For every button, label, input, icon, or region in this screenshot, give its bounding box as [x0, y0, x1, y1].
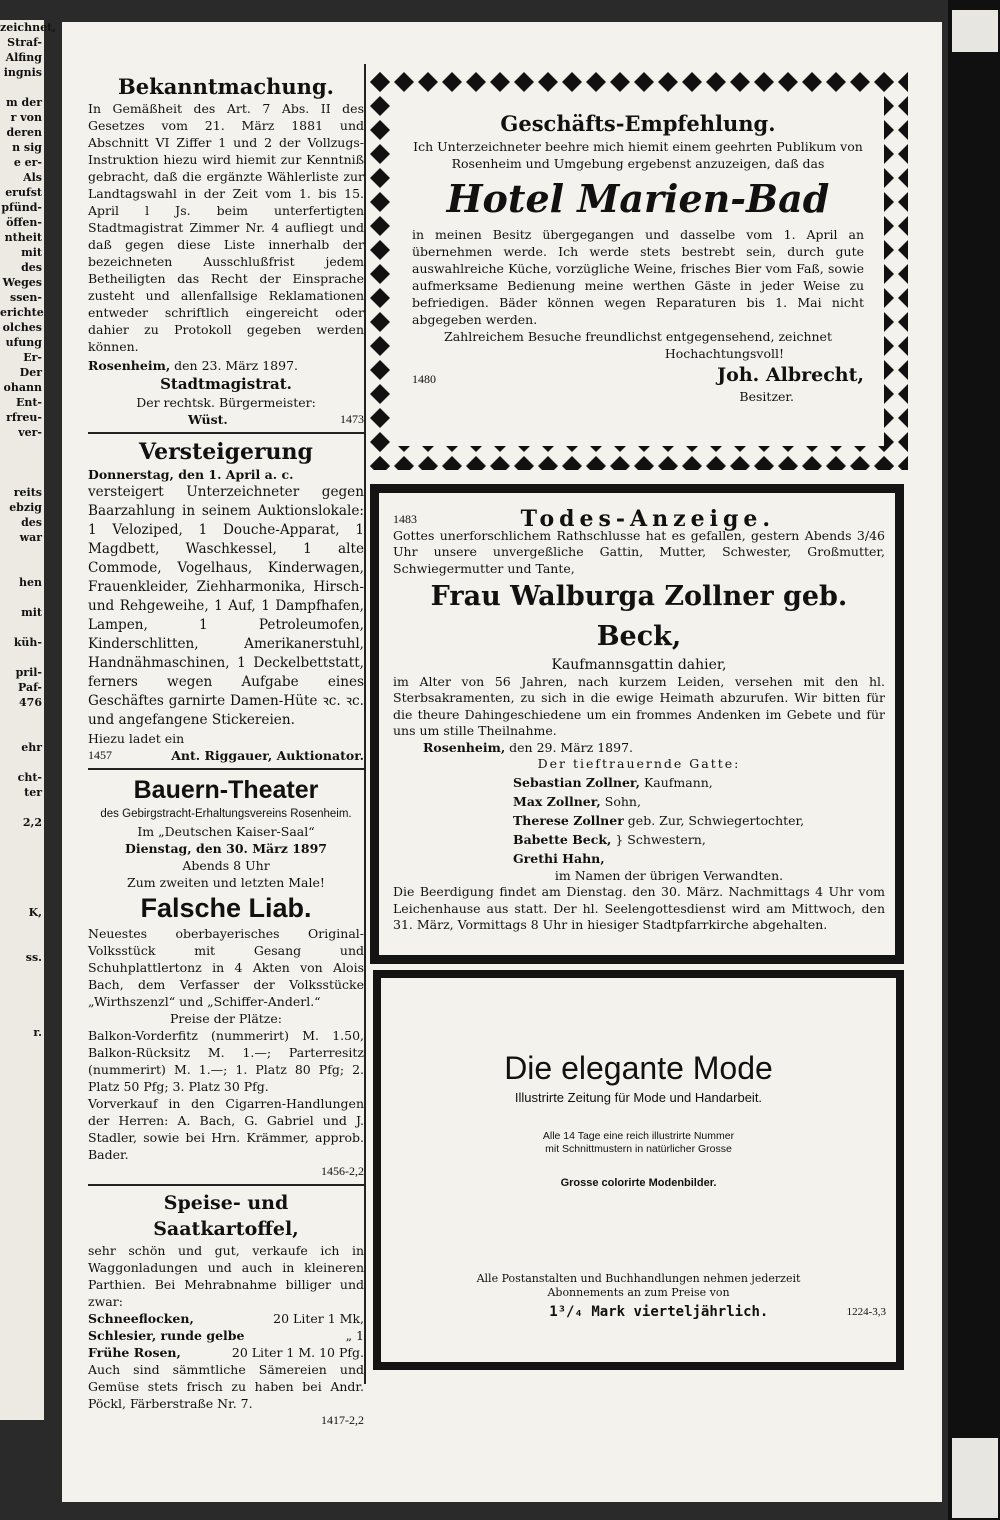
left-strip-fragment: mit [21, 246, 42, 259]
left-strip-fragment: ss. [25, 951, 42, 964]
bekanntmachung-ref: 1473 [340, 412, 364, 426]
left-strip-fragment [0, 800, 44, 815]
left-strip-fragment: erufst [5, 186, 42, 199]
mode-line5: Abonnements an zum Preise von [547, 1286, 730, 1299]
hotel-ref: 1480 [412, 372, 436, 386]
left-strip-fragment: ingnis [3, 66, 42, 79]
mourner-relation: Schwestern, [627, 831, 706, 847]
mourner-relation: Sohn, [604, 793, 641, 809]
left-strip-fragment [0, 875, 44, 890]
kartoffel-item-price: „ 1 [345, 1328, 364, 1343]
left-strip-fragment: ehr [21, 741, 42, 754]
kartoffel-footer: Auch sind sämmtliche Sämereien und Gemüse stets frisch zu haben bei Andr. Pöckl, Färberstraße Nr. 7. [88, 1362, 364, 1411]
left-strip-fragment: Straf- [7, 36, 42, 49]
bekanntmachung-mayor-title: Der rechtsk. Bürgermeister: [136, 395, 316, 410]
left-strip-fragment: ssen- [10, 291, 42, 304]
hotel-closing: Zahlreichem Besuche freundlichst entgegensehend, zeichnet [444, 329, 832, 344]
mode-advertisement [373, 970, 904, 1370]
theater-notice [88, 774, 364, 1180]
death-notice-content [393, 506, 885, 934]
left-strip-fragment: r von [10, 111, 42, 124]
left-strip-fragment: deren [6, 126, 42, 139]
hotel-title: Geschäfts-Empfehlung. [500, 111, 776, 136]
left-strip-fragment [0, 890, 44, 905]
mourner-name: Grethi Hahn, [513, 850, 605, 866]
theater-title: Bauern-Theater [133, 776, 319, 804]
left-strip-fragment [0, 980, 44, 995]
left-strip-fragment: ver- [18, 426, 42, 439]
todes-date: den 29. März 1897. [509, 739, 634, 755]
left-page-strip [0, 20, 57, 1420]
left-strip-fragment [0, 620, 44, 635]
todes-relatives: im Namen der übrigen Verwandten. [554, 867, 784, 883]
edge-tab-bottom [952, 1438, 998, 1518]
mourner-relation: Kaufmann, [643, 774, 713, 790]
left-strip-fragment [0, 860, 44, 875]
kartoffel-notice [88, 1190, 364, 1429]
theater-time: Abends 8 Uhr [182, 858, 270, 873]
todes-ref: 1483 [393, 512, 417, 526]
hotel-role: Besitzer. [739, 389, 794, 404]
left-strip-fragment: Der [19, 366, 42, 379]
left-strip-fragment: ntheit [4, 231, 42, 244]
divider [88, 768, 364, 770]
left-column [88, 74, 364, 1429]
mourner-name: Sebastian Zollner, [513, 774, 640, 790]
left-strip-fragment [0, 440, 44, 455]
left-strip-fragment [0, 965, 44, 980]
mode-line1: Alle 14 Tage eine reich illustrirte Nummer [542, 1130, 735, 1142]
column-divider [364, 64, 366, 1384]
hotel-signature: Joh. Albrecht, [717, 364, 864, 386]
mode-ref: 1224-3,3 [846, 1306, 886, 1318]
right-page-edge [948, 0, 1000, 1520]
left-strip-fragment: öffen- [6, 216, 42, 229]
theater-date: Dienstag, den 30. März 1897 [125, 841, 327, 856]
bekanntmachung-mayor: Wüst. [188, 412, 228, 427]
theater-description: Neuestes oberbayerisches Original-Volksstück mit Gesang und Schuhplattlertonz in 4 Akten von Alois Bach, dem Verfasser der Volksstücke „Wirthszenzl“ und „Schiffer-Anderl.“ [88, 926, 364, 1009]
bekanntmachung-authority: Stadtmagistrat. [160, 375, 292, 393]
left-strip-fragment: 476 [19, 696, 42, 709]
kartoffel-item-name: Frühe Rosen, [88, 1345, 181, 1360]
death-notice [370, 484, 904, 964]
left-strip-fragment: cht- [17, 771, 42, 784]
left-strip-fragment: mit [21, 606, 42, 619]
left-strip-fragment [0, 755, 44, 770]
left-strip-fragment: pril- [15, 666, 42, 679]
bekanntmachung-place: Rosenheim, [88, 358, 171, 373]
todes-mourners-title: Der tieftrauernde Gatte: [537, 756, 741, 771]
left-strip-fragment [0, 845, 44, 860]
left-strip-fragment: küh- [13, 636, 42, 649]
kartoffel-item-price: 20 Liter 1 Mk, [273, 1311, 364, 1326]
left-strip-fragment [0, 920, 44, 935]
left-strip-fragment [0, 830, 44, 845]
left-strip-fragment: olches [2, 321, 42, 334]
left-strip-fragment [0, 710, 44, 725]
mode-subtitle: Illustrirte Zeitung für Mode und Handarbeit. [514, 1090, 763, 1105]
left-strip-fragment: K, [28, 906, 42, 919]
hotel-content [412, 110, 864, 405]
todes-body: im Alter von 56 Jahren, nach kurzem Leiden, versehen mit den hl. Sterbsakramenten, zu sich in die ewige Heimath abzurufen. Wir bitten für die theure Dahingeschiedene um ein frommes Andenken im Gebete und für uns um stille Theilnahme. [393, 673, 885, 738]
versteigerung-notice [88, 438, 364, 764]
todes-funeral: Die Beerdigung findet am Dienstag. den 30. März. Nachmittags 4 Uhr vom Leichenhause aus statt. Der hl. Seelengottesdienst wird am Mittwoch, den 31. März, Vormittags 8 Uhr in hiesiger Stadtpfarrkirche abgehalten. [393, 884, 885, 932]
theater-note: Zum zweiten und letzten Male! [127, 875, 325, 890]
theater-presale: Vorverkauf in den Cigarren-Handlungen der Herren: A. Bach, G. Gabriel und J. Stadler, sowie bei Hrn. Krämmer, approb. Bader. [88, 1096, 364, 1162]
theater-ref: 1456-2,2 [321, 1164, 364, 1178]
hotel-intro: Ich Unterzeichneter beehre mich hiemit einem geehrten Publikum von Rosenheim und Umgebung ergebenst anzuzeigen, daß das [413, 139, 863, 171]
divider [88, 1184, 364, 1186]
mourner-relation: geb. Zur, Schwiegertochter, [627, 812, 805, 828]
left-strip-fragment: Als [23, 171, 42, 184]
mode-line2: mit Schnittmustern in natürlicher Grosse [545, 1143, 732, 1155]
left-strip-fragment: Ent- [15, 396, 42, 409]
versteigerung-ref: 1457 [88, 748, 112, 762]
left-strip-fragment [0, 560, 44, 575]
left-strip-fragment: Weges [2, 276, 42, 289]
left-strip-fragment [0, 650, 44, 665]
kartoffel-ref: 1417-2,2 [321, 1413, 364, 1427]
kartoffel-body: sehr schön und gut, verkaufe ich in Waggonladungen und auch in kleineren Parthien. Bei Mehrabnahme billiger und zwar: [88, 1243, 364, 1309]
left-strip-fragment: des [21, 516, 42, 529]
left-strip-fragment: r. [33, 1026, 42, 1039]
left-strip-fragment [0, 455, 44, 470]
left-strip-fragment: Alfing [5, 51, 42, 64]
bekanntmachung-date: den 23. März 1897. [174, 358, 299, 373]
left-strip-fragment: ohann [3, 381, 42, 394]
mode-line3: Grosse colorirte Modenbilder. [560, 1177, 717, 1189]
left-strip-fragment: n sig [12, 141, 42, 154]
left-strip-fragment [0, 545, 44, 560]
todes-mourners [393, 773, 885, 868]
left-strip-fragment: reits [13, 486, 42, 499]
left-strip-fragment [0, 470, 44, 485]
left-strip-fragment: Paf- [17, 681, 42, 694]
mode-price: 1³/₄ Mark vierteljährlich. [549, 1304, 769, 1320]
bekanntmachung-title: Bekanntmachung. [118, 74, 334, 99]
left-strip-fragment [0, 935, 44, 950]
left-strip-fragment: ebzig [9, 501, 42, 514]
left-strip-fragment: war [19, 531, 42, 544]
bekanntmachung-notice [88, 74, 364, 428]
edge-tab-top [952, 10, 998, 52]
left-strip-fragment: ufung [5, 336, 42, 349]
todes-title: Todes-Anzeige. [520, 506, 775, 532]
bekanntmachung-body: In Gemäßheit des Art. 7 Abs. II des Gesetzes vom 21. März 1881 und Abschnitt VI Ziffer 1 und 2 der Vollzugs-Instruktion hiezu wird hiemit zur Kenntniß gebracht, daß die ergänzte Wählerliste zur Landtagswahl in der Zeit vom 1. bis 15. April l Js. beim unterfertigten Stadtmagistrat Zimmer Nr. 4 aufliegt und daß gegen diese Liste innerhalb der bezeichneten Ausschlußfrist jedem Betheiligten das Recht der Einsprache zusteht und allenfallsige Reklamationen entweder schriftlich eingereicht oder dahier zu Protokoll gegeben werden können. [88, 101, 364, 354]
left-strip-fragment [0, 995, 44, 1010]
divider [88, 432, 364, 434]
left-strip-fragment: des [21, 261, 42, 274]
versteigerung-auctioneer: Ant. Riggauer, Auktionator. [171, 748, 364, 763]
left-strip-fragment: rfreu- [6, 411, 42, 424]
left-strip-fragment [0, 725, 44, 740]
mode-title: Die elegante Mode [504, 1050, 773, 1086]
left-strip-fragment: zeichnet, [0, 21, 57, 34]
kartoffel-item-name: Schneeflocken, [88, 1311, 194, 1326]
theater-prices-title: Preise der Plätze: [170, 1011, 282, 1026]
kartoffel-item-price: 20 Liter 1 M. 10 Pfg. [231, 1345, 364, 1360]
kartoffel-title: Speise- und Saatkartoffel, [153, 1192, 299, 1240]
hotel-body: in meinen Besitz übergegangen und dasselbe vom 1. April an übernehmen werde. Ich werde stets bestrebt sein, durch gute auswahlreiche Küche, vorzügliche Weine, frisches Bier vom Faß, sowie aufmerksame Bedienung meine werthen Gäste in jeder Weise zu befriedigen. Bäder können wegen Reparaturen bis 1. Mai nicht abgegeben werden. [412, 227, 864, 327]
theater-prices: Balkon-Vorderfitz (nummerirt) M. 1.50, Balkon-Rücksitz M. 1.—; Parterresitz (nummerirt) M. 1.—; 1. Platz 80 Pfg; 2. Platz 50 Pfg; 3. Platz 30 Pfg. [88, 1028, 364, 1094]
mode-content [391, 1018, 886, 1320]
left-strip-fragment: pfünd- [1, 201, 42, 214]
brace: } [615, 831, 624, 847]
left-strip-fragment [0, 1010, 44, 1025]
mode-line4: Alle Postanstalten und Buchhandlungen nehmen jederzeit [476, 1272, 801, 1285]
theater-venue: Im „Deutschen Kaiser-Saal“ [137, 824, 315, 839]
todes-intro: Gottes unerforschlichem Rathschlusse hat es gefallen, gestern Abends 3/46 Uhr unsere unvergeßliche Gattin, Mutter, Schwester, Großmutter, Schwiegermutter und Tante, [393, 527, 885, 576]
versteigerung-body: versteigert Unterzeichneter gegen Baarzahlung in seinem Auktionslokale: 1 Veloziped, 1 Douche-Apparat, 1 Magdbett, Waschkessel, 1 alte Commode, Vogelhaus, Kinderwagen, Frauenkleider, Ziehharmonika, Hirsch- und Rehgeweihe, 1 Auf, 1 Dampfhafen, Lampen, 1 Petroleumofen, Kinderschlitten, Amerikanerstuhl, Handnähmaschinen, 1 Deckelbettstatt, ferners wegen Aufgabe eines Geschäftes garnirte Damen-Hüte ꝛc. ꝛc. und angefangene Stickereien. [88, 484, 364, 728]
left-strip-fragment: m der [6, 96, 42, 109]
todes-occupation: Kaufmannsgattin dahier, [551, 657, 727, 673]
hotel-greeting: Hochachtungsvoll! [664, 346, 784, 361]
left-strip-fragment: hen [19, 576, 42, 589]
mourner-name: Babette Beck, [513, 831, 612, 847]
theater-play: Falsche Liab. [140, 893, 312, 923]
hotel-name: Hotel Marien-Bad [446, 176, 830, 221]
kartoffel-item-name: Schlesier, runde gelbe [88, 1328, 245, 1343]
left-strip-fragment: 2,2 [22, 816, 42, 829]
left-strip-fragment [0, 80, 44, 95]
todes-place: Rosenheim, [423, 739, 506, 755]
left-strip-fragment: ter [24, 786, 42, 799]
theater-subtitle: des Gebirgstracht-Erhaltungsvereins Rosenheim. [100, 808, 352, 820]
left-strip-fragment: erichte [0, 306, 44, 319]
mourner-name: Max Zollner, [513, 793, 601, 809]
left-strip-fragment: e er- [13, 156, 42, 169]
hotel-advertisement [368, 70, 908, 470]
left-strip-fragment [0, 590, 44, 605]
mourner-name: Therese Zollner [513, 812, 624, 828]
versteigerung-date: Donnerstag, den 1. April a. c. [88, 467, 294, 482]
left-strip-fragment: Er- [23, 351, 42, 364]
todes-name: Frau Walburga Zollner geb. Beck, [430, 581, 848, 652]
versteigerung-invite: Hiezu ladet ein [88, 731, 185, 746]
versteigerung-title: Versteigerung [139, 439, 313, 465]
